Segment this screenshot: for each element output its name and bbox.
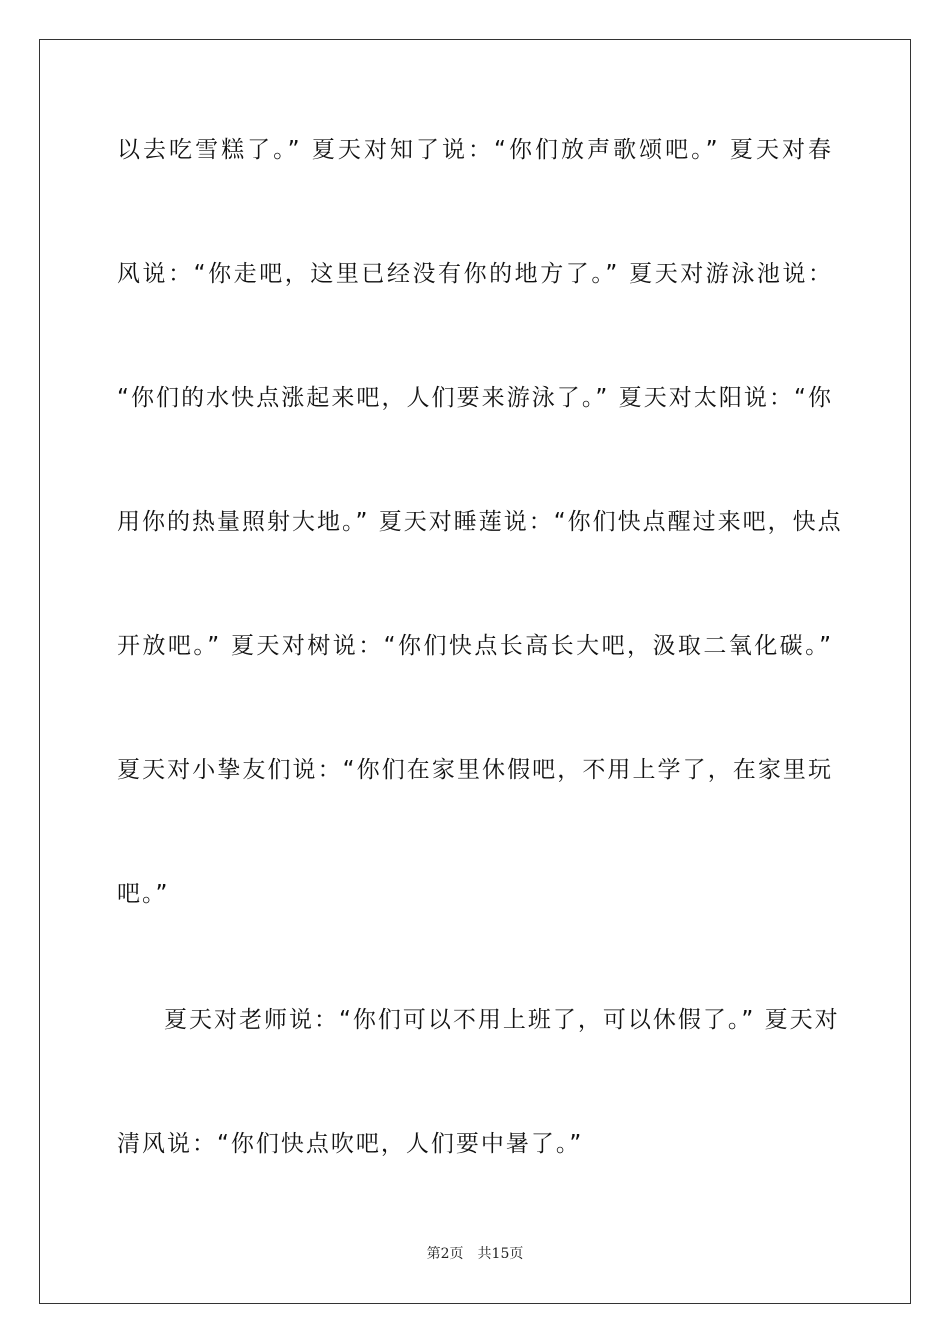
paragraph-line-2: 风说：“你走吧，这里已经没有你的地方了。” 夏天对游泳池说：	[117, 261, 833, 287]
paragraph-line-1: 以去吃雪糕了。” 夏天对知了说：“你们放声歌颂吧。” 夏天对春	[117, 137, 833, 163]
paragraph-line-9: 清风说：“你们快点吹吧，人们要中暑了。”	[117, 1131, 584, 1157]
page-border	[39, 39, 911, 1304]
paragraph-line-7: 吧。”	[117, 881, 170, 907]
paragraph-line-3: “你们的水快点涨起来吧，人们要来游泳了。” 夏天对太阳说：“你	[117, 385, 833, 411]
page-number: 第2页	[426, 1246, 464, 1262]
paragraph-line-4: 用你的热量照射大地。” 夏天对睡莲说：“你们快点醒过来吧，快点	[117, 509, 843, 535]
page-total: 共15页	[477, 1246, 524, 1262]
paragraph-line-8: 夏天对老师说：“你们可以不用上班了，可以休假了。” 夏天对	[164, 1007, 840, 1033]
paragraph-line-5: 开放吧。” 夏天对树说：“你们快点长高长大吧，汲取二氧化碳。”	[117, 633, 833, 659]
paragraph-line-6: 夏天对小挚友们说：“你们在家里休假吧，不用上学了，在家里玩	[117, 757, 833, 783]
page-footer	[0, 1244, 950, 1264]
